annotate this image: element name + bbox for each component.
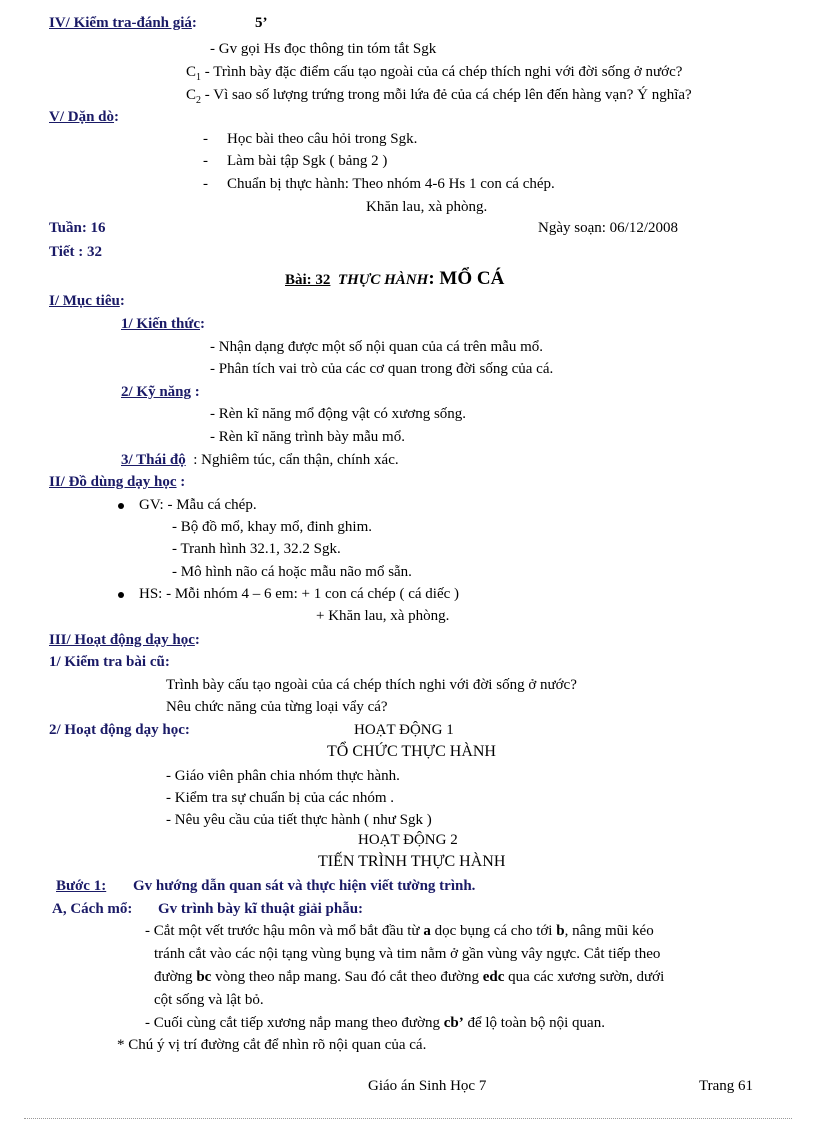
homework-item: Làm bài tập Sgk ( bảng 2 ) (227, 153, 388, 169)
knowledge-heading: 1/ Kiến thức: (121, 316, 205, 332)
activity-1-item: - Kiểm tra sự chuẩn bị của các nhóm . (166, 790, 395, 806)
materials-hs: HS: - Mỗi nhóm 4 – 6 em: + 1 con cá chép ( cá diếc ) (139, 586, 460, 602)
date-prepared: Ngày soạn: 06/12/2008 (538, 220, 678, 236)
page-number: Trang 61 (699, 1078, 754, 1094)
knowledge-item: - Nhận dạng được một số nội quan của cá trên mẫu mổ. (210, 339, 544, 355)
teach-heading: 2/ Hoạt động dạy học: (49, 722, 190, 738)
procedure-line: đường bc vòng theo nắp mang. Sau đó cắt theo đường edc qua các xương sườn, dưới (154, 969, 665, 985)
section-5-heading: V/ Dặn dò: (49, 109, 120, 125)
materials-gv-item: - Mô hình não cá hoặc mẫu não mổ sẵn. (172, 564, 412, 580)
skills-heading: 2/ Kỹ năng : (121, 384, 200, 400)
procedure-line: - Cuối cùng cắt tiếp xương nắp mang theo đường cb’ để lộ toàn bộ nội quan. (145, 1015, 605, 1031)
homework-dash: - (203, 153, 208, 169)
period: Tiết : 32 (49, 244, 103, 260)
homework-item: Học bài theo câu hỏi trong Sgk. (227, 131, 418, 147)
step-1-text: Gv hướng dẫn quan sát và thực hiện viết tường trình. (133, 878, 476, 894)
method-text: Gv trình bày kĩ thuật giải phẫu: (158, 901, 364, 917)
procedure-line: tránh cắt vào các nội tạng vùng bụng và tim nằm ở gần vùng vây ngực. Cắt tiếp theo (154, 946, 661, 962)
knowledge-item: - Phân tích vai trò của các cơ quan trong đời sống của cá. (210, 361, 554, 377)
homework-extra: Khăn lau, xà phòng. (366, 199, 488, 215)
activity-2-name: TIẾN TRÌNH THỰC HÀNH (318, 853, 506, 870)
check-question: Nêu chức năng của từng loại vẩy cá? (166, 699, 388, 715)
step-1-label: Bước 1: (56, 878, 107, 894)
materials-hs-item: + Khăn lau, xà phòng. (316, 608, 450, 624)
bullet-icon (118, 503, 124, 509)
materials-gv-item: - Tranh hình 32.1, 32.2 Sgk. (172, 541, 341, 557)
question-c2: $C_2$ - Vì sao số lượng trứng trong mỗi lứa đẻ của cá chép lên đến hàng vạn? Ý nghĩa? (186, 87, 692, 106)
activity-1-item: - Nêu yêu cầu của tiết thực hành ( như Sgk ) (166, 812, 432, 828)
week: Tuần: 16 (49, 220, 106, 236)
materials-heading: II/ Đồ dùng dạy học : (49, 474, 186, 490)
check-question: Trình bày cấu tạo ngoài của cá chép thích nghi với đời sống ở nước? (166, 677, 577, 693)
activity-1-item: - Giáo viên phân chia nhóm thực hành. (166, 768, 400, 784)
homework-dash: - (203, 176, 208, 192)
section-4-heading: IV/ Kiểm tra-đánh giá: (49, 15, 197, 31)
goals-heading: I/ Mục tiêu: (49, 293, 125, 309)
section-4-time: 5’ (255, 15, 268, 31)
method-label: A, Cách mổ: (52, 901, 133, 917)
check-heading: 1/ Kiểm tra bài cũ: (49, 654, 170, 670)
procedure-line: - Cắt một vết trước hậu môn và mổ bắt đầu từ a dọc bụng cá cho tới b, nâng mũi kéo (145, 923, 654, 939)
materials-gv-item: - Bộ đồ mổ, khay mổ, đinh ghim. (172, 519, 372, 535)
page-edge-divider (24, 1118, 792, 1119)
section-4-line: - Gv gọi Hs đọc thông tin tóm tắt Sgk (210, 41, 437, 57)
materials-gv: GV: - Mẫu cá chép. (139, 497, 257, 513)
attitude-line: 3/ Thái độ : Nghiêm túc, cẩn thận, chính xác. (121, 452, 399, 468)
skills-item: - Rèn kĩ năng mổ động vật có xương sống. (210, 406, 467, 422)
lesson-title: Bài: 32 THỰC HÀNH: MỔ CÁ (285, 268, 505, 289)
activities-heading: III/ Hoạt động dạy học: (49, 632, 200, 648)
activity-1-name: TỔ CHỨC THỰC HÀNH (327, 743, 496, 760)
procedure-line: cột sống và lật bỏ. (154, 992, 264, 1008)
bullet-icon (118, 592, 124, 598)
homework-item: Chuẩn bị thực hành: Theo nhóm 4-6 Hs 1 con cá chép. (227, 176, 555, 192)
question-c1: $C_1$ - Trình bày đặc điểm cấu tạo ngoài của cá chép thích nghi với đời sống ở nước? (186, 64, 683, 83)
homework-dash: - (203, 131, 208, 147)
activity-1-title: HOẠT ĐỘNG 1 (354, 722, 454, 738)
procedure-note: * Chú ý vị trí đường cắt để nhìn rõ nội quan của cá. (117, 1037, 427, 1053)
skills-item: - Rèn kĩ năng trình bày mẫu mổ. (210, 429, 405, 445)
activity-2-title: HOẠT ĐỘNG 2 (358, 832, 458, 848)
footer-title: Giáo án Sinh Học 7 (368, 1078, 487, 1094)
